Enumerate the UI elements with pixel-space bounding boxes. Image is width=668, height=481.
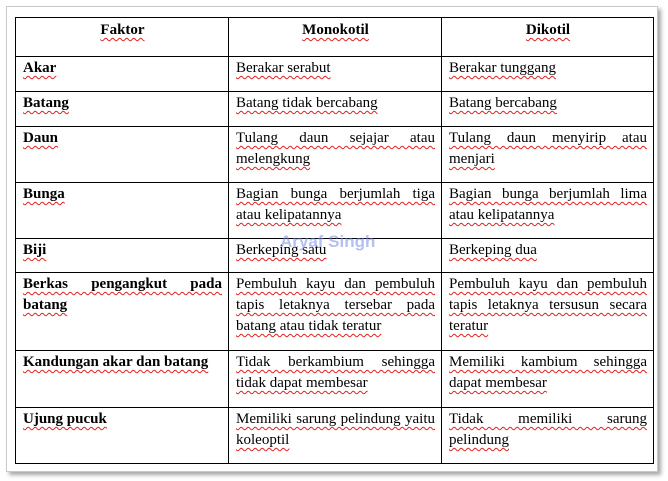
row-dikotil: Tidak memiliki sarung pelindung: [442, 408, 654, 464]
row-dikotil: Pembuluh kayu dan pembuluh tapis letaknya tersusun secara teratur: [442, 273, 654, 351]
row-dikotil: Tulang daun menyirip atau menjari: [442, 127, 654, 183]
table-row: [16, 351, 654, 408]
row-factor: Bunga: [16, 183, 229, 239]
row-dikotil: Berakar tunggang: [442, 57, 654, 92]
table-row: [16, 239, 654, 273]
table-row: [16, 183, 654, 239]
row-factor: Batang: [16, 92, 229, 127]
header-faktor: Faktor: [16, 18, 229, 57]
header-dikotil: Dikotil: [442, 18, 654, 57]
row-factor: Biji: [16, 239, 229, 273]
row-monokotil: Tidak berkambium sehingga tidak dapat membesar: [229, 351, 442, 408]
row-monokotil: Memiliki sarung pelindung yaitu koleoptil: [229, 408, 442, 464]
row-dikotil: Batang bercabang: [442, 92, 654, 127]
table-row: [16, 57, 654, 92]
table-row: [16, 408, 654, 464]
comparison-table: [15, 17, 654, 464]
row-factor: Kandungan akar dan batang: [16, 351, 229, 408]
row-dikotil: Bagian bunga berjumlah lima atau kelipatannya: [442, 183, 654, 239]
row-monokotil: Berakar serabut: [229, 57, 442, 92]
row-factor: Daun: [16, 127, 229, 183]
header-row: [16, 18, 654, 57]
row-monokotil: Berkeping satu: [229, 239, 442, 273]
table-row: [16, 273, 654, 351]
row-dikotil: Berkeping dua: [442, 239, 654, 273]
watermark: Aryaf Singh: [280, 232, 376, 251]
row-factor: Berkas pengangkut pada batang: [16, 273, 229, 351]
row-monokotil: Bagian bunga berjumlah tiga atau kelipatannya: [229, 183, 442, 239]
row-monokotil: Pembuluh kayu dan pembuluh tapis letaknya tersebar pada batang atau tidak teratur: [229, 273, 442, 351]
row-dikotil: Memiliki kambium sehingga dapat membesar: [442, 351, 654, 408]
table-row: [16, 127, 654, 183]
row-monokotil: Tulang daun sejajar atau melengkung: [229, 127, 442, 183]
table-row: [16, 92, 654, 127]
row-factor: Ujung pucuk: [16, 408, 229, 464]
header-monokotil: Monokotil: [229, 18, 442, 57]
row-factor: Akar: [16, 57, 229, 92]
row-monokotil: Batang tidak bercabang: [229, 92, 442, 127]
